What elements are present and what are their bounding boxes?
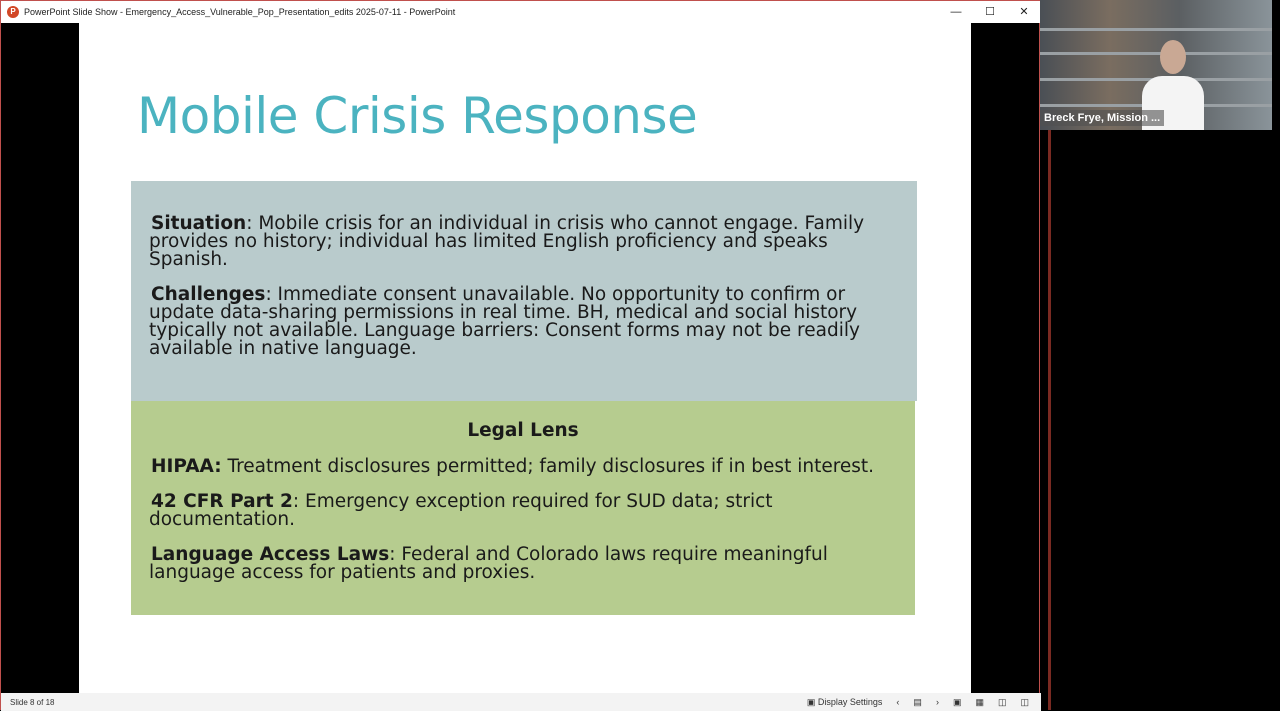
display-settings-label: Display Settings: [817, 696, 883, 707]
participant-name: Breck Frye, Mission ...: [1040, 110, 1164, 126]
slide-sorter-icon[interactable]: ▦: [975, 696, 984, 707]
powerpoint-icon: P: [7, 6, 19, 18]
display-settings-button[interactable]: [807, 697, 883, 708]
situation-label: Situation: [151, 213, 247, 234]
previous-slide-button[interactable]: ‹: [896, 697, 900, 707]
hipaa-text: Treatment disclosures permitted; family disclosures if in best interest.: [221, 456, 875, 477]
minimize-button[interactable]: —: [950, 6, 962, 18]
challenges-text: : Immediate consent unavailable. No opportunity to confirm or update data-sharing permissions in real time. BH, medical and social history typically not available. Language barriers: Consent forms may not be readily available in native language.: [149, 284, 860, 359]
legal-lens-box: [131, 401, 915, 615]
language-access-paragraph: [149, 546, 897, 582]
cfr-paragraph: [149, 493, 897, 529]
window-title: PowerPoint Slide Show - Emergency_Access_Vulnerable_Pop_Presentation_edits 2025-07-11 - PowerPoint: [24, 7, 456, 17]
display-settings-icon: ▣: [806, 696, 816, 707]
hipaa-label: HIPAA:: [151, 456, 222, 477]
language-access-label: Language Access Laws: [151, 544, 390, 565]
situation-paragraph: [149, 215, 899, 269]
cfr-label: 42 CFR Part 2: [151, 491, 293, 512]
maximize-button[interactable]: ☐: [985, 6, 995, 18]
legal-lens-heading: Legal Lens: [467, 420, 579, 441]
video-tile[interactable]: [1040, 0, 1272, 130]
close-button[interactable]: ✕: [1019, 6, 1029, 18]
scenario-box: [131, 181, 917, 401]
challenges-label: Challenges: [151, 284, 266, 305]
situation-text: : Mobile crisis for an individual in crisis who cannot engage. Family provides no history; individual has limited English proficiency and speaks Spanish.: [149, 213, 865, 270]
cfr-text: : Emergency exception required for SUD data; strict documentation.: [149, 491, 773, 530]
slideshow-view-icon[interactable]: ◫: [1020, 696, 1029, 707]
status-bar: [1, 693, 1041, 711]
panel-divider: [1048, 130, 1051, 710]
slide-title: Mobile Crisis Response: [137, 87, 698, 145]
next-slide-button[interactable]: ›: [935, 697, 939, 707]
hipaa-paragraph: [149, 458, 897, 476]
language-access-text: : Federal and Colorado laws require meaningful language access for patients and proxies.: [149, 544, 828, 583]
slide-counter: Slide 8 of 18: [10, 697, 55, 707]
reading-view-icon[interactable]: ◫: [997, 696, 1007, 707]
slide: [79, 23, 971, 693]
slide-menu-icon[interactable]: ▤: [913, 696, 922, 707]
title-bar: [1, 1, 1041, 23]
challenges-paragraph: [149, 286, 899, 358]
normal-view-icon[interactable]: ▣: [952, 696, 962, 707]
